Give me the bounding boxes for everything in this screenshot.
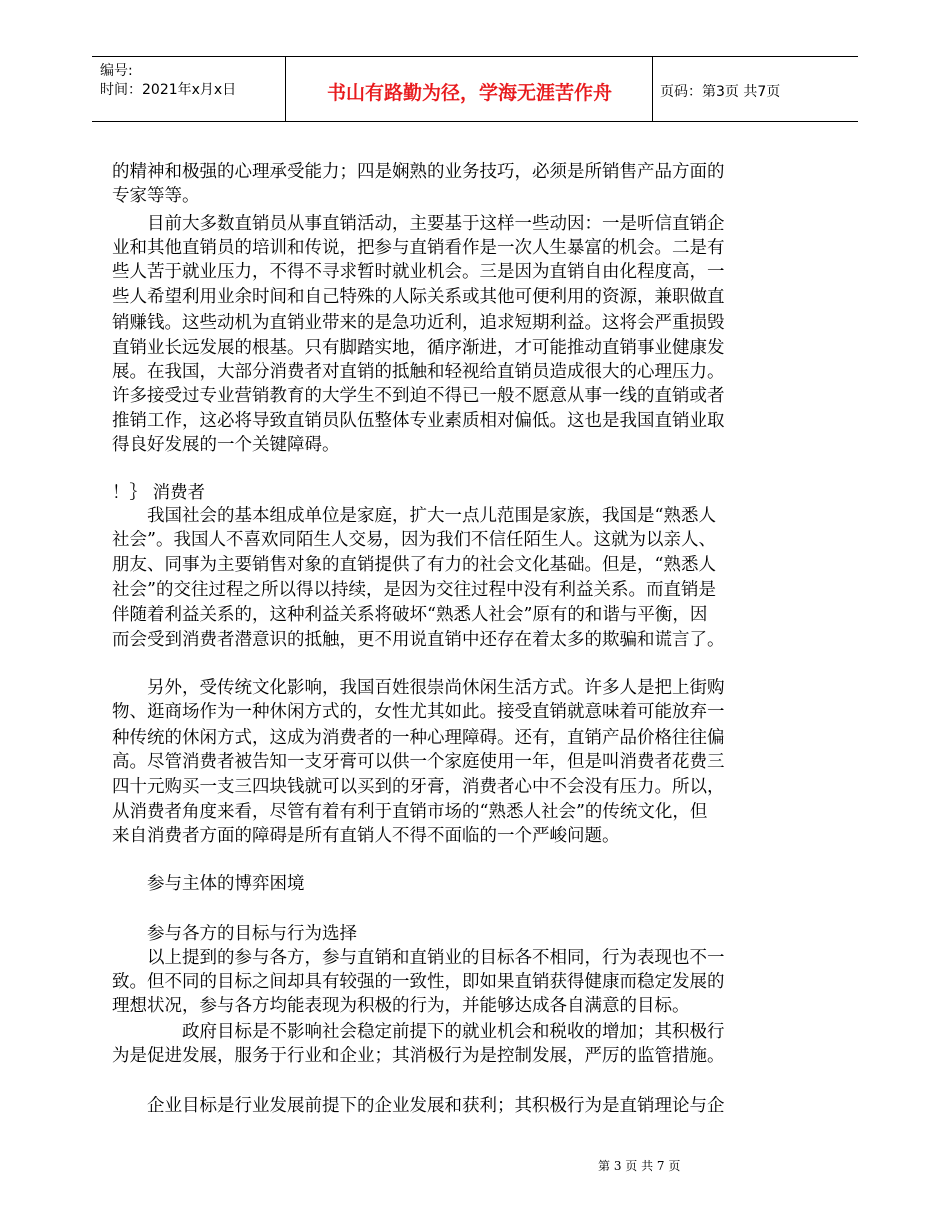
header-motto: 书山有路勤为径，学海无涯苦作舟	[326, 82, 612, 104]
body-line: 来自消费者方面的障碍是所有直销人不得不面临的一个严峻问题。	[112, 826, 620, 846]
body-line: 致。但不同的目标之间却具有较强的一致性，即如果直销获得健康而稳定发展的	[112, 972, 725, 992]
body-line: 社会”。我国人不喜欢同陌生人交易，因为我们不信任陌生人。这就为以亲人、	[112, 530, 716, 550]
header-bottom-rule	[92, 121, 858, 122]
body-line: 物、逛商场作为一种休闲方式的，女性尤其如此。接受直销就意味着可能放弃一	[112, 702, 725, 722]
body-line: 朋友、同事为主要销售对象的直销提供了有力的社会文化基础。但是，“熟悉人	[112, 555, 716, 575]
section-heading: ！｝ 消费者	[112, 483, 206, 503]
body-line: 目前大多数直销员从事直销活动，主要基于这样一些动因：一是听信直销企	[112, 214, 725, 234]
header-top-rule	[92, 56, 858, 57]
body-line: 伴随着利益关系的，这种利益关系将破坏“熟悉人社会”原有的和谐与平衡，因	[112, 605, 708, 625]
body-line: 四十元购买一支三四块钱就可以买到的牙膏，消费者心中不会没有压力。所以，	[112, 777, 725, 797]
body-line: 从消费者角度来看，尽管有着有利于直销市场的“熟悉人社会”的传统文化，但	[112, 802, 708, 822]
body-line: 而会受到消费者潜意识的抵触，更不用说直销中还存在着太多的欺骗和谎言了。	[112, 630, 725, 650]
page-number-label: 页码：第3页 共7页	[660, 84, 781, 100]
body-line: 推销工作，这必将导致直销员队伍整体专业素质相对偏低。这也是我国直销业取	[112, 411, 725, 431]
body-line: 社会”的交往过程之所以得以持续，是因为交往过程中没有利益关系。而直销是	[112, 580, 716, 600]
body-line: 为是促进发展，服务于行业和企业；其消极行为是控制发展，严厉的监管措施。	[112, 1046, 725, 1066]
body-line: 另外，受传统文化影响，我国百姓很崇尚休闲生活方式。许多人是把上街购	[112, 678, 725, 698]
footer-page-number: 第 3 页 共 7 页	[598, 1159, 681, 1173]
body-line: 理想状况，参与各方均能表现为积极的行为，并能够达成各自满意的目标。	[112, 996, 690, 1016]
body-line: 得良好发展的一个关键障碍。	[112, 435, 340, 455]
header-divider-right	[652, 57, 653, 121]
body-line: 我国社会的基本组成单位是家庭，扩大一点儿范围是家族，我国是“熟悉人	[112, 506, 716, 526]
body-line: 专家等等。	[112, 186, 200, 206]
body-line: 的精神和极强的心理承受能力；四是娴熟的业务技巧，必须是所销售产品方面的	[112, 162, 725, 182]
body-line: 种传统的休闲方式，这成为消费者的一种心理障碍。还有，直销产品价格往往偏	[112, 728, 725, 748]
document-time-label: 时间：2021年x月x日	[100, 82, 237, 98]
body-line: 些人苦于就业压力，不得不寻求暂时就业机会。三是因为直销自由化程度高，一	[112, 262, 725, 282]
header-divider-left	[285, 57, 286, 121]
document-number-label: 编号:	[100, 63, 133, 79]
body-line: 高。尽管消费者被告知一支牙膏可以供一个家庭使用一年，但是叫消费者花费三	[112, 752, 725, 772]
body-line: 以上提到的参与各方，参与直销和直销业的目标各不相同，行为表现也不一	[112, 948, 725, 968]
body-line: 业和其他直销员的培训和传说，把参与直销看作是一次人生暴富的机会。二是有	[112, 238, 725, 258]
section-heading: 参与主体的博弈困境	[112, 874, 305, 894]
body-line: 直销业长远发展的根基。只有脚踏实地，循序渐进，才可能推动直销事业健康发	[112, 338, 725, 358]
section-heading: 参与各方的目标与行为选择	[112, 924, 357, 944]
body-line: 销赚钱。这些动机为直销业带来的是急功近利，追求短期利益。这将会严重损毁	[112, 313, 725, 333]
body-line: 政府目标是不影响社会稳定前提下的就业机会和税收的增加；其积极行	[112, 1022, 725, 1042]
body-line: 些人希望利用业余时间和自己特殊的人际关系或其他可便利用的资源，兼职做直	[112, 287, 725, 307]
body-line: 企业目标是行业发展前提下的企业发展和获利；其积极行为是直销理论与企	[112, 1096, 725, 1116]
body-line: 许多接受过专业营销教育的大学生不到迫不得已一般不愿意从事一线的直销或者	[112, 386, 725, 406]
body-line: 展。在我国，大部分消费者对直销的抵触和轻视给直销员造成很大的心理压力。	[112, 362, 725, 382]
